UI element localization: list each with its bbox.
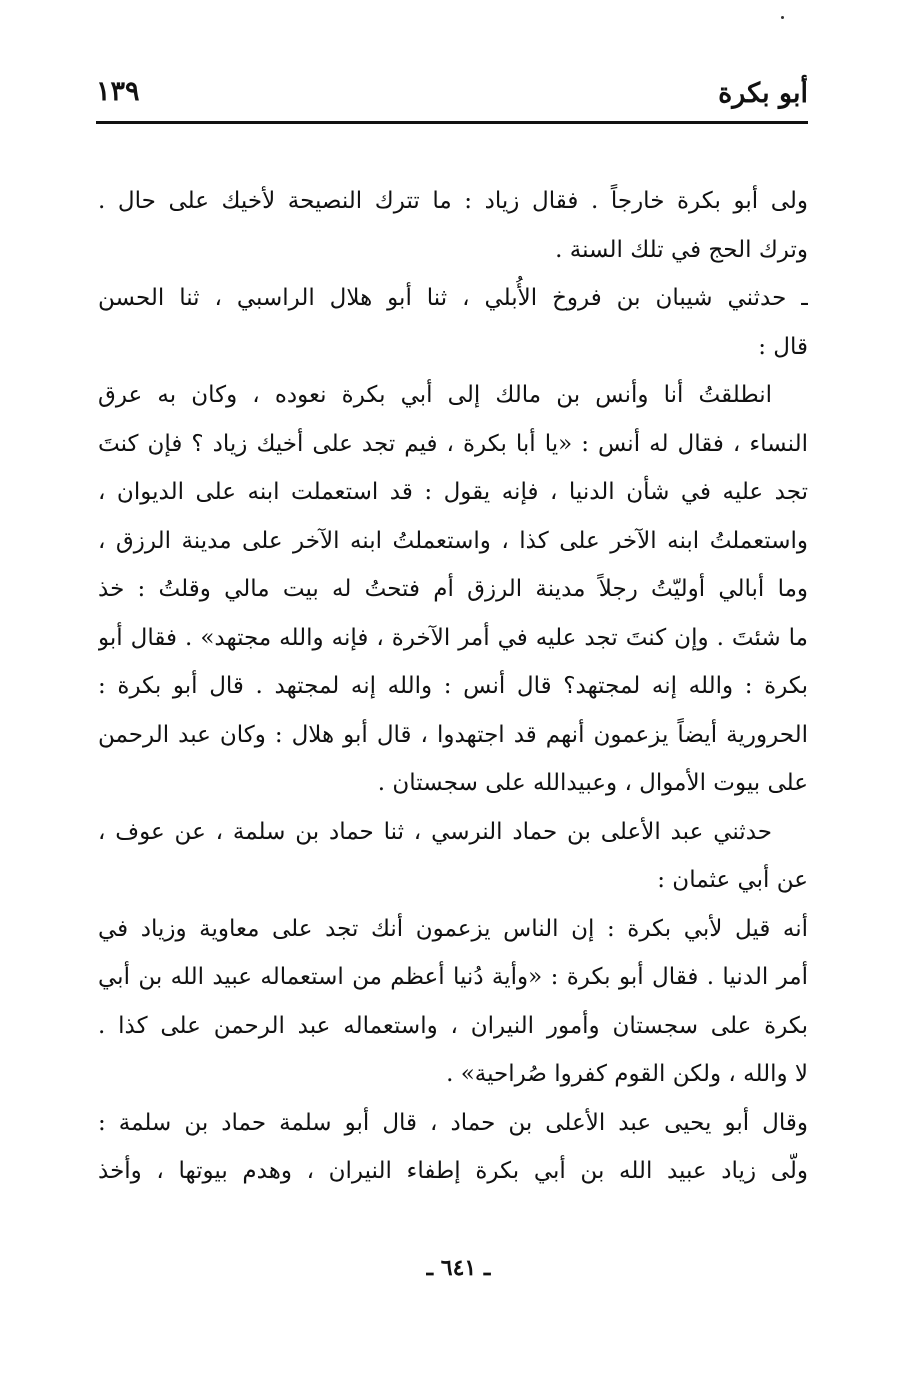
- page-footer-number: ـ ٦٤١ ـ: [426, 1255, 491, 1281]
- page-number: ١٣٩: [96, 76, 140, 107]
- text-line: وترك الحج في تلك السنة .: [555, 236, 808, 263]
- text-line: ـ حدثني شيبان بن فروخ الأُبلي ، ثنا أبو هلال الراسبي ، ثنا الحسن: [98, 285, 808, 311]
- text-line: واستعملتُ ابنه الآخر على كذا ، واستعملتُ ابنه الآخر على مدينة الرزق ،: [98, 527, 808, 554]
- text-line: تجد عليه في شأن الدنيا ، فإنه يقول : قد استعملت ابنه على الديوان ،: [98, 479, 808, 505]
- text-line: النساء ، فقال له أنس : «يا أبا بكرة ، فيم تجد على أخيك زياد ؟ فإن كنتَ: [98, 430, 808, 457]
- text-line: أنه قيل لأبي بكرة : إن الناس يزعمون أنك تجد على معاوية وزياد في: [98, 915, 808, 942]
- text-line: الحرورية أيضاً يزعمون أنهم قد اجتهدوا ، قال أبو هلال : وكان عبد الرحمن: [98, 721, 808, 748]
- text-line: على بيوت الأموال ، وعبيدالله على سجستان .: [377, 770, 808, 796]
- text-line: ما شئتَ . وإن كنتَ تجد عليه في أمر الآخرة ، فإنه والله مجتهد» . فقال أبو: [98, 624, 808, 651]
- running-head: أبو بكرة: [718, 78, 808, 109]
- header-rule: [96, 121, 808, 124]
- text-line: انطلقتُ أنا وأنس بن مالك إلى أبي بكرة نعوده ، وكان به عرق: [98, 382, 772, 408]
- speck-mark: [781, 16, 784, 19]
- text-line: بكرة : والله إنه لمجتهد؟ قال أنس : والله إنه لمجتهد . قال أبو بكرة :: [98, 673, 808, 699]
- text-line: لا والله ، ولكن القوم كفروا صُراحية» .: [446, 1061, 808, 1087]
- text-line: ولّى زياد عبيد الله بن أبي بكرة إطفاء النيران ، وهدم بيوتها ، وأخذ: [98, 1158, 808, 1184]
- page-header: [96, 72, 808, 124]
- text-line: ولى أبو بكرة خارجاً . فقال زياد : ما تترك النصيحة لأخيك على حال .: [98, 188, 808, 214]
- text-line: قال :: [758, 333, 808, 360]
- text-line: وما أبالي أوليّتُ رجلاً مدينة الرزق أم فتحتُ له بيت مالي وقلتُ : خذ: [98, 576, 808, 602]
- text-line: بكرة على سجستان وأمور النيران ، واستعماله عبد الرحمن على كذا .: [98, 1012, 808, 1039]
- text-line: عن أبي عثمان :: [657, 867, 808, 893]
- text-body: [98, 177, 808, 1196]
- text-line: أمر الدنيا . فقال أبو بكرة : «وأية دُنيا أعظم من استعماله عبيد الله بن أبي: [98, 964, 808, 990]
- text-line: حدثني عبد الأعلى بن حماد النرسي ، ثنا حماد بن سلمة ، عن عوف ،: [98, 818, 772, 845]
- text-line: وقال أبو يحيى عبد الأعلى بن حماد ، قال أبو سلمة حماد بن سلمة :: [98, 1109, 808, 1136]
